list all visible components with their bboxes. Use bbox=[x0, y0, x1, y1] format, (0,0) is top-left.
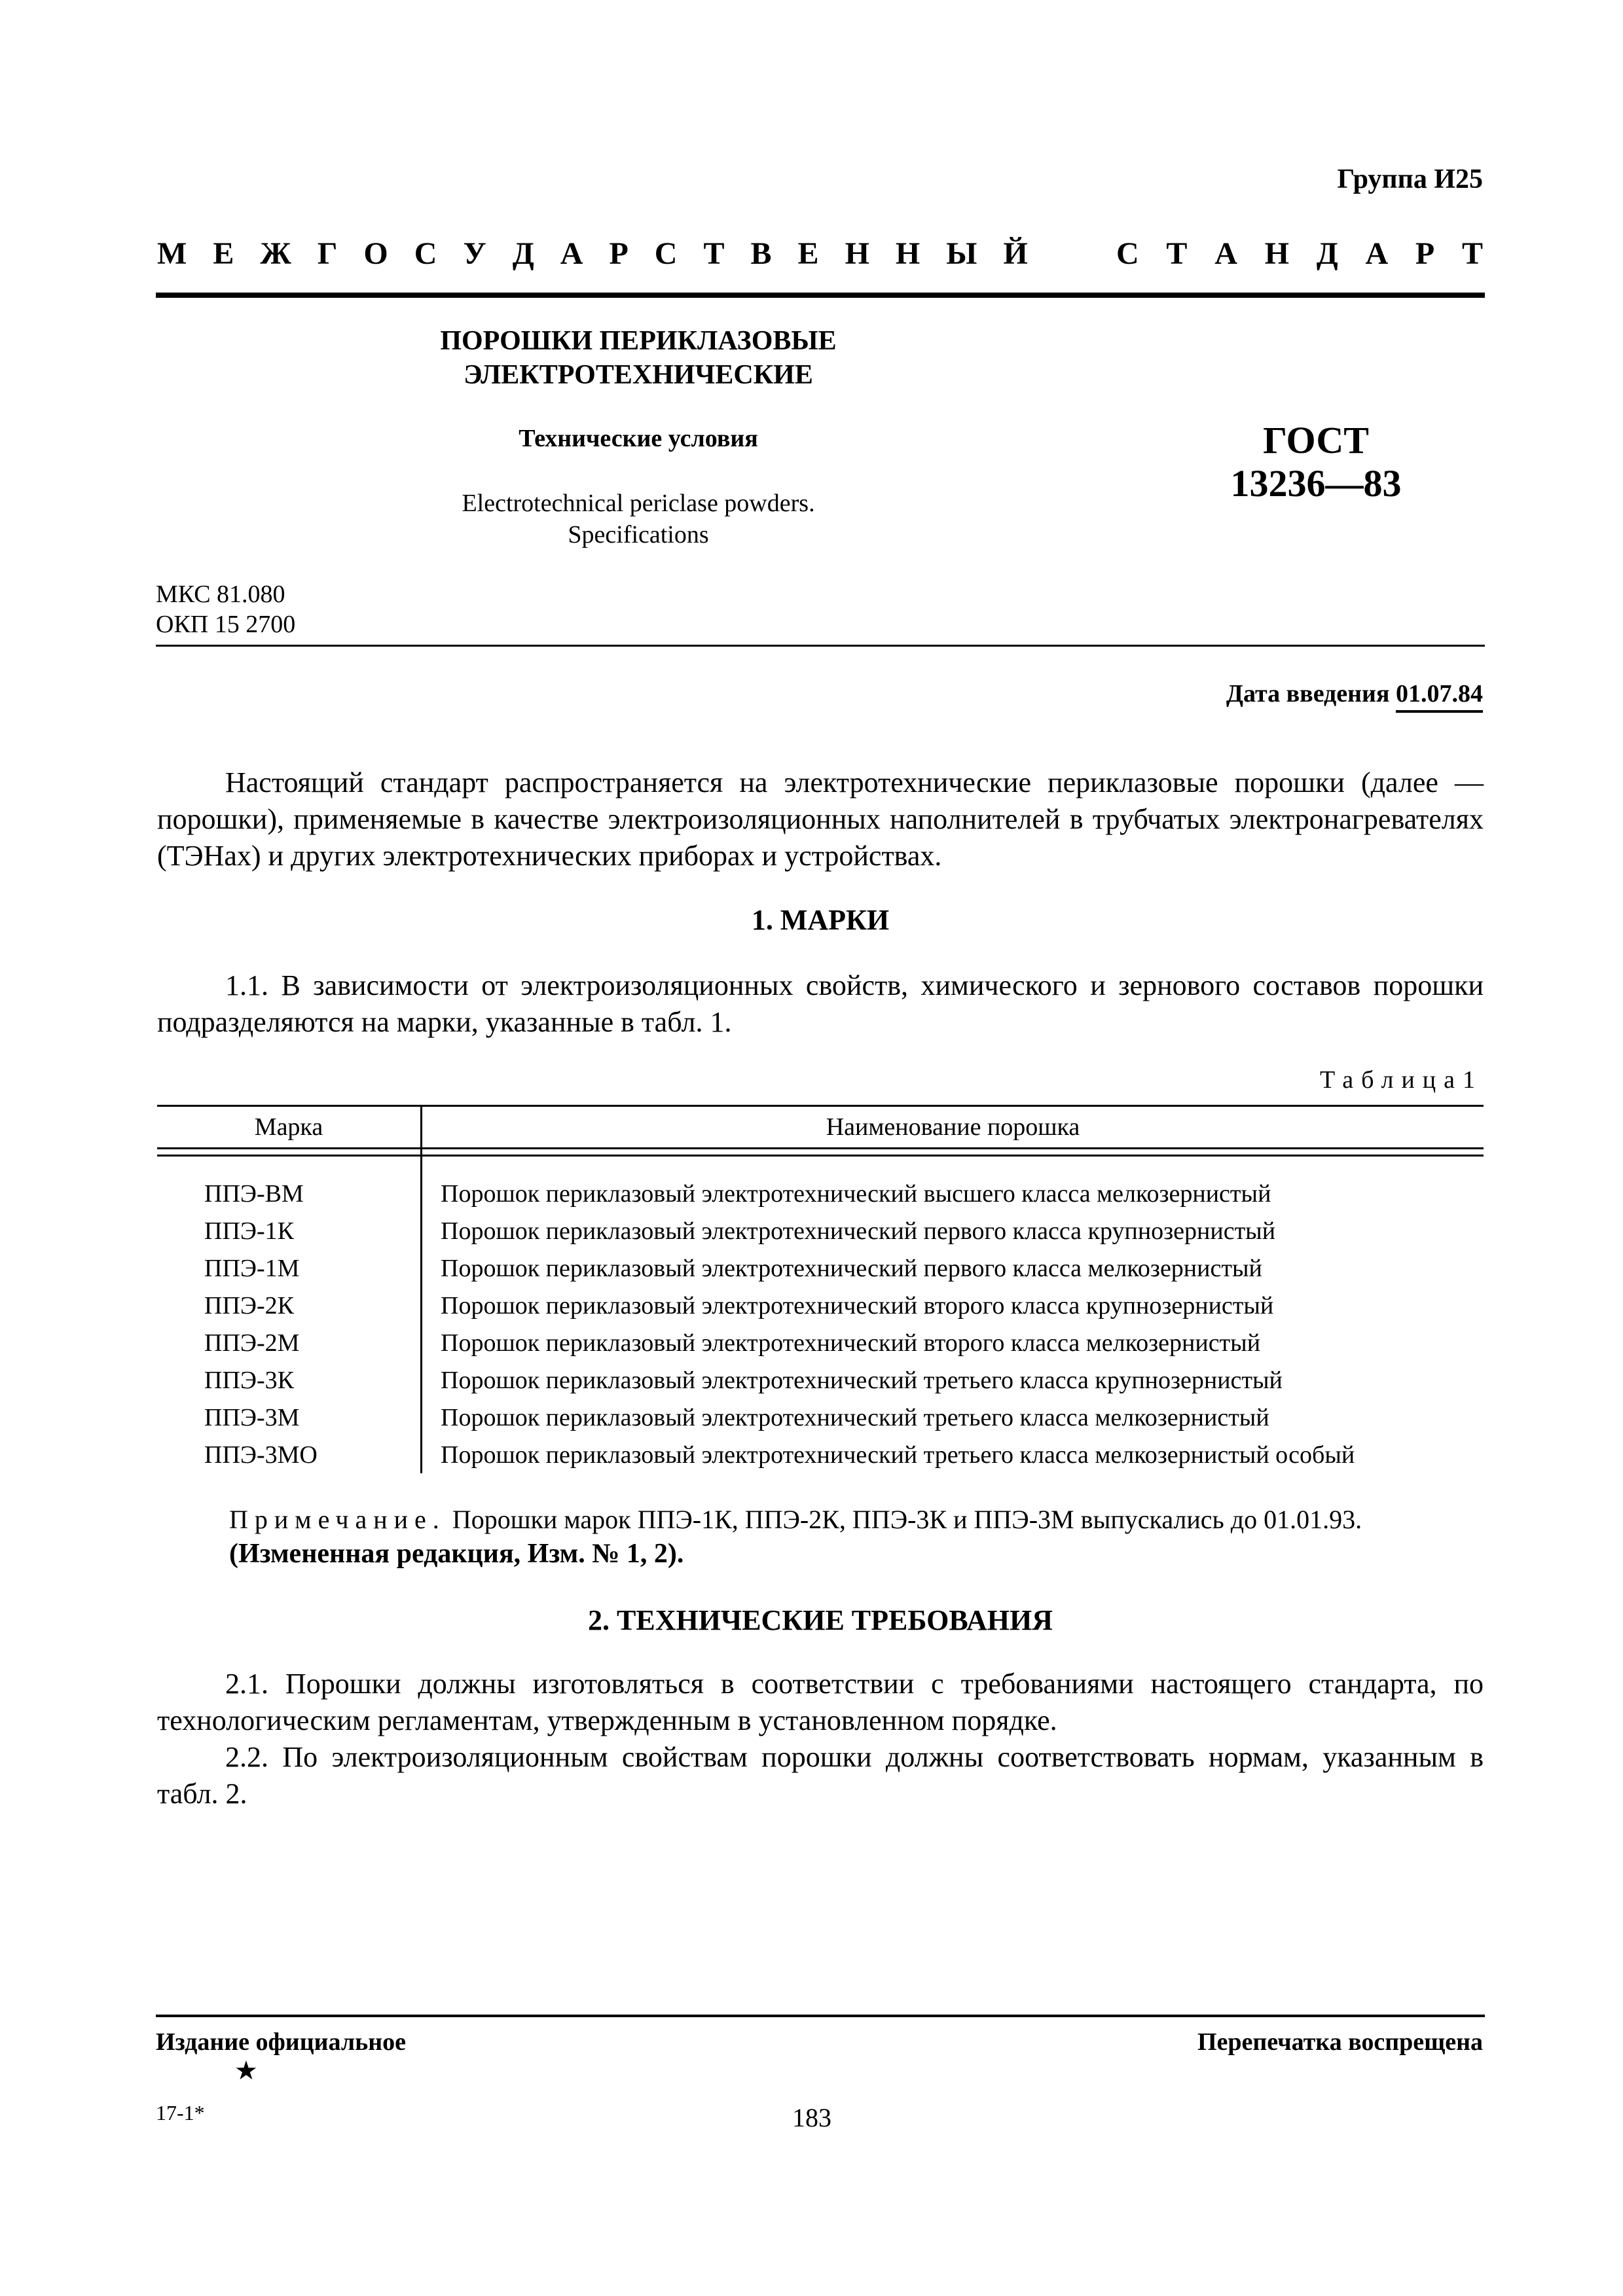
standard-word-interstate: М Е Ж Г О С У Д А Р С Т В Е Н Н Ы Й bbox=[157, 236, 1028, 271]
date-value: 01.07.84 bbox=[1396, 680, 1483, 713]
section-2-heading: 2. ТЕХНИЧЕСКИЕ ТРЕБОВАНИЯ bbox=[588, 1604, 1053, 1636]
official-edition: Издание официальное bbox=[156, 2028, 407, 2056]
heading-rule bbox=[156, 293, 1485, 298]
intro-paragraph: Настоящий стандарт распространяется на электротехнические периклазовые порошки (далее — порошки), применяемые в качестве электроизоляционных наполнителей в трубчатых электронагревателях (ТЭНах) и других электротехнических приборах и устройствах. bbox=[157, 766, 1484, 872]
sheet-number: 17-1* bbox=[156, 2101, 205, 2125]
name-cell: Порошок периклазовый электротехнический третьего класса мелкозернистый bbox=[441, 1403, 1269, 1431]
mark-cell: ППЭ-3МО bbox=[157, 1436, 422, 1473]
page-number: 183 bbox=[792, 2103, 831, 2132]
english-title-line-1: Electrotechnical periclase powders. bbox=[462, 490, 815, 517]
table-row bbox=[157, 1361, 1484, 1399]
mks-code: МКС 81.080 bbox=[156, 581, 285, 608]
group-code: Группа И25 bbox=[1337, 164, 1483, 194]
gost-label: ГОСТ bbox=[1263, 419, 1369, 461]
english-title bbox=[367, 488, 910, 550]
name-cell: Порошок периклазовый электротехнический первого класса мелкозернистый bbox=[441, 1254, 1262, 1282]
name-cell: Порошок периклазовый электротехнический второго класса крупнозернистый bbox=[441, 1291, 1274, 1319]
section-2-paragraph-2: 2.2. По электроизоляционным свойствам порошки должны соответствовать нормам, указанным в табл. 2. bbox=[157, 1741, 1484, 1810]
name-cell: Порошок периклазовый электротехнический первого класса крупнозернистый bbox=[441, 1217, 1276, 1245]
name-cell: Порошок периклазовый электротехнический высшего класса мелкозернистый bbox=[441, 1179, 1271, 1208]
mark-cell: ППЭ-3К bbox=[157, 1361, 422, 1399]
footer-rule bbox=[156, 2015, 1485, 2017]
standard-heading bbox=[157, 236, 1483, 272]
mark-cell: ППЭ-1К bbox=[157, 1212, 422, 1249]
table-row bbox=[157, 1287, 1484, 1324]
changed-edition: (Измененная редакция, Изм. № 1, 2). bbox=[229, 1539, 684, 1569]
section-2-paragraph-1: 2.1. Порошки должны изготовляться в соответствии с требованиями настоящего стандарта, по технологическим регламентам, утвержденным в установленном порядке. bbox=[157, 1668, 1484, 1736]
table-row bbox=[157, 1156, 1484, 1213]
section-1-paragraph: 1.1. В зависимости от электроизоляционных свойств, химического и зернового составов порошки подразделяются на марки, указанные в табл. 1. bbox=[157, 969, 1484, 1038]
classification-codes bbox=[156, 579, 295, 639]
standard-word-standard: С Т А Н Д А Р Т bbox=[1116, 236, 1483, 271]
date-label: Дата введения bbox=[1226, 680, 1390, 708]
okp-code: ОКП 15 2700 bbox=[156, 611, 296, 638]
gost-designation bbox=[1192, 419, 1440, 505]
table-1-body bbox=[157, 1156, 1484, 1474]
table-1-caption: Таблица1 bbox=[1319, 1066, 1483, 1094]
star-icon: ★ bbox=[234, 2056, 258, 2085]
name-cell: Порошок периклазовый электротехнический третьего класса крупнозернистый bbox=[441, 1366, 1283, 1394]
name-cell: Порошок периклазовый электротехнический третьего класса мелкозернистый особый bbox=[441, 1441, 1355, 1469]
note-text: Порошки марок ППЭ-1К, ППЭ-2К, ППЭ-3К и ППЭ-3М выпускались до 01.01.93. bbox=[452, 1505, 1362, 1534]
mark-cell: ППЭ-3М bbox=[157, 1399, 422, 1436]
table-row bbox=[157, 1212, 1484, 1249]
title-line-1: ПОРОШКИ ПЕРИКЛАЗОВЫЕ bbox=[440, 326, 837, 356]
document-subtitle: Технические условия bbox=[519, 425, 758, 452]
table-1 bbox=[157, 1105, 1484, 1473]
mark-cell: ППЭ-2К bbox=[157, 1287, 422, 1324]
column-header-name: Наименование порошка bbox=[422, 1106, 1484, 1149]
introduction-date bbox=[1226, 679, 1483, 708]
reprint-prohibited: Перепечатка воспрещена bbox=[1197, 2028, 1483, 2056]
column-header-mark: Марка bbox=[157, 1106, 422, 1149]
codes-rule bbox=[156, 645, 1485, 647]
mark-cell: ППЭ-1М bbox=[157, 1249, 422, 1287]
table-row bbox=[157, 1249, 1484, 1287]
english-title-line-2: Specifications bbox=[568, 521, 709, 548]
mark-cell: ППЭ-ВМ bbox=[157, 1156, 422, 1213]
table-note bbox=[157, 1502, 1484, 1537]
table-row bbox=[157, 1436, 1484, 1473]
table-row bbox=[157, 1399, 1484, 1436]
document-title bbox=[367, 324, 910, 392]
mark-cell: ППЭ-2М bbox=[157, 1324, 422, 1361]
gost-number: 13236—83 bbox=[1230, 462, 1402, 505]
section-1-heading: 1. МАРКИ bbox=[751, 904, 890, 936]
name-cell: Порошок периклазовый электротехнический второго класса мелкозернистый bbox=[441, 1329, 1261, 1357]
note-label: Примечание. bbox=[229, 1505, 446, 1534]
title-line-2: ЭЛЕКТРОТЕХНИЧЕСКИЕ bbox=[464, 360, 813, 390]
table-row bbox=[157, 1324, 1484, 1361]
